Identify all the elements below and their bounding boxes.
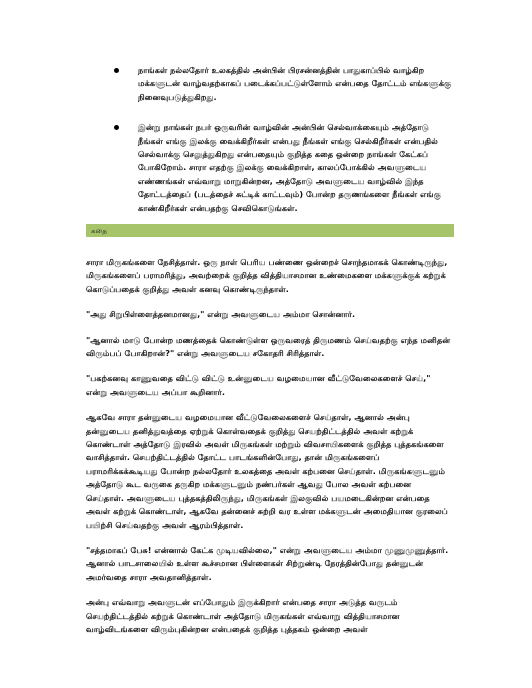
bullet-dot-icon — [114, 125, 119, 130]
story-paragraph: அன்பு எவ்வாறு அவளுடன் எப்போதும் இருக்கிறார் என்பதை சாரா அடுத்த வருடம் செயற்திட்டத்தில் கற்றுக் கொண்டாள் அத்தோடு மிருகங்கள் எவ்வாறு வித்தியாசமான வாழ்விடங்களை விரும்புகின்றன என்பதைக் குறித்த புத்தகம் ஒன்றை அவள் — [86, 597, 400, 634]
section-header-bar — [86, 224, 454, 237]
bullet-item — [112, 64, 452, 104]
section-title: கதை — [91, 226, 108, 235]
story-paragraph: "பகற்கனவு காணுவதை விட்டு விட்டு உன்னுடைய வழமையான வீட்டுவேலைகளைச் செய்," என்று அவளுடைய அப்பா கூறினார். — [86, 373, 431, 397]
bullet-text: நாங்கள் நல்லதோர் உலகத்தில் அன்பின் பிரசன்னத்தின் பாதுகாப்பில் வாழ்கிற மக்களுடன் வாழ்வதற்காகப் படைக்கப்பட்டுள்ளோம் என்பதை தோட்டம் எங்களுக்கு நினைவுபடுத்துகிறது. — [138, 65, 452, 102]
bullet-item — [112, 121, 452, 215]
story-paragraph: "ஆனால் மாடு போன்ற மணத்தைக் கொண்டுள்ள ஒருவரைத் திருமணம் செய்வதற்கு எந்த மனிதன் விரும்பப் போகிறான்?" என்று அவளுடைய சகோதரி சிரித்தாள். — [86, 334, 451, 359]
bullet-text: இன்று நாங்கள் நபர் ஒருவரின் வாழ்வின் அன்பின் செல்வாக்கையும் அத்தோடு நீங்கள் எங்கு இலக்கு வைக்கிறீர்கள் என்பது நீங்கள் எங்கு செல்கிறீர்கள் என்பதில் செல்வாக்கு செலுத்துகிறது என்பதையும் குறித்த கதை ஒன்றை நாங்கள் கேட்கப் போகிறோம். சாரா எதற்கு இலக்கு வைக்கிறாள், காலப்போக்கில் அவளுடைய எண்ணங்கள் எவ்வாறு மாறுகின்றன, அத்தோடு அவளுடைய வாழ்வில் இந்த தோட்டத்தைப் (படத்தைச் சுட்டிக் காட்டவும்) போன்ற தருணங்களை நீங்கள் எங்கு காண்கிறீர்கள் என்பதற்கு செவிகொடுங்கள். — [138, 122, 441, 213]
story-paragraph: "அது சிறுபிள்ளைத்தனமானது," என்று அவளுடைய அம்மா சொன்னார். — [86, 309, 356, 320]
story-paragraph: "சத்தமாகப் பேசு! என்னால் கேட்க முடியவில்லை," என்று அவளுடைய அம்மா முணுமுணுத்தார். ஆனால் பாடசாலையில் உள்ள கூச்சமான பிள்ளைகள் சிற்றுண்டி நேரத்தின்போது தன்னுடன் அமர்வதை சாரா அவதானித்தாள். — [86, 544, 449, 582]
intro-bullet-list — [112, 64, 452, 232]
bullet-dot-icon — [114, 68, 119, 73]
story-body — [86, 256, 452, 648]
story-paragraph: சாரா மிருகங்களை நேசித்தாள். ஒரு நாள் பெரிய பண்ணை ஒன்றைச் சொந்தமாகக் கொண்டிருந்து, மிருகங்களைப் பராமரித்து, அவற்றைக் குறித்த வித்தியாசமான உண்மைகளை மக்களுக்குக் கற்றுக் கொடுப்பதைக் குறித்து அவள் கனவு கொண்டிருந்தாள். — [86, 257, 448, 294]
story-paragraph: ஆகவே சாரா தன்னுடைய வழமையான வீட்டுவேலைகளைச் செய்தாள், ஆனால் அன்பு தன்னுடைய தனித்துவத்தை ஏற்றுக் கொள்வதைக் குறித்து செயற்திட்டத்தில் அவள் கற்றுக் கொண்டாள் அத்தோடு இரவில் அவள் மிருகங்கள் மற்றும் விவசாயிகளைக் குறித்த புத்தகங்களை வாசித்தாள். செயற்திட்டத்தில் தோட்ட பாடங்களின்போது, தான் மிருகங்களைப் பராமரிக்கக்கூடியது போன்ற நல்லதோர் உலகத்தை அவள் கற்பனை செய்தாள். மிருகங்களுடனும் அத்தோடு கூட வருகை தருகிற மக்களுடனும் நண்பர்கள் ஆவது போல அவள் கற்பனை செய்தாள். அவளுடைய புத்தகத்திலிருந்து, மிருகங்கள் இலகுவில் பயமடைகின்றன என்பதை அவள் கற்றுக் கொண்டாள், ஆகவே தன்னைச் சுற்றி வர உள்ள மக்களுடன் அமைதியான குரலைப் பயிற்சி செய்வதற்கு அவள் ஆரம்பித்தாள். — [86, 412, 448, 530]
